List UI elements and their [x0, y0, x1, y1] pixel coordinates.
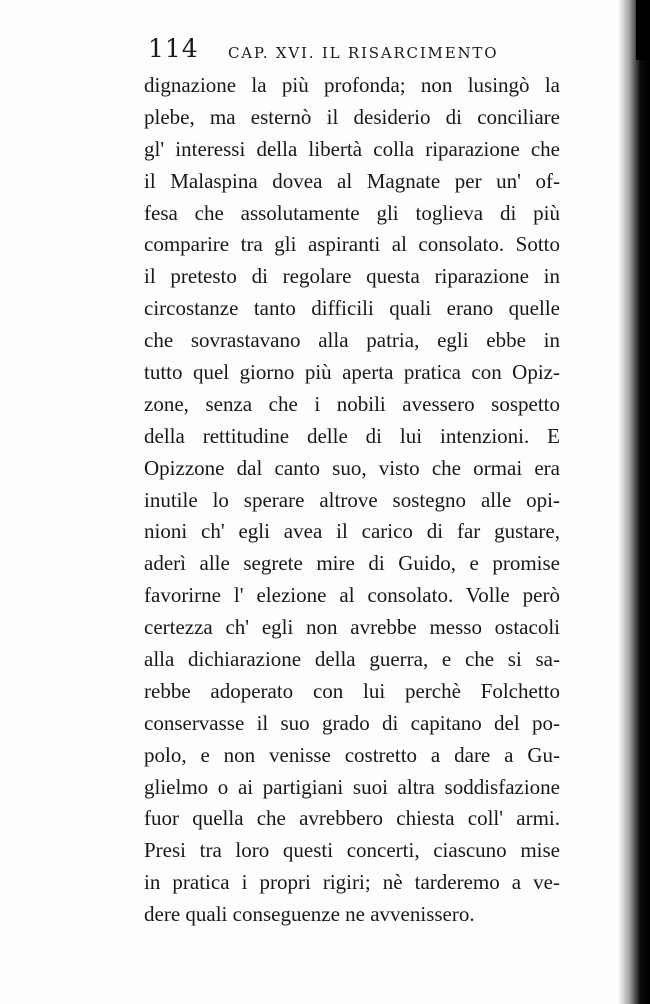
- text-line: alla dichiarazione della guerra, e che si sa-: [144, 647, 560, 672]
- text-line: tutto quel giorno più aperta pratica con Opiz-: [144, 360, 560, 385]
- text-line: gl' interessi della libertà colla riparazione che: [144, 136, 560, 161]
- text-line: plebe, ma esternò il desiderio di conciliare: [144, 104, 560, 129]
- text-line: rebbe adoperato con lui perchè Folchetto: [144, 678, 560, 703]
- text-line: zone, senza che i nobili avessero sospetto: [144, 391, 560, 416]
- text-line: il pretesto di regolare questa riparazione in: [144, 264, 560, 289]
- text-line: comparire tra gli aspiranti al consolato. Sotto: [144, 232, 560, 257]
- text-line: inutile lo sperare altrove sostegno alle opi-: [144, 487, 560, 512]
- text-line: conservasse il suo grado di capitano del po-: [144, 710, 560, 735]
- text-line: favorirne l' elezione al consolato. Volle però: [144, 583, 560, 608]
- page-edge-dark: [636, 0, 650, 60]
- text-line: fesa che assolutamente gli toglieva di più: [144, 200, 560, 225]
- text-line: della rettitudine delle di lui intenzioni. E: [144, 423, 560, 448]
- text-line: dignazione la più profonda; non lusingò la: [144, 73, 560, 97]
- text-line: certezza ch' egli non avrebbe messo ostacoli: [144, 615, 560, 640]
- page-number: 114: [148, 34, 199, 63]
- text-line: il Malaspina dovea al Magnate per un' of-: [144, 168, 560, 193]
- page-header: [148, 36, 568, 72]
- text-line: Presi tra loro questi concerti, ciascuno mise: [144, 838, 560, 863]
- running-head: CAP. XVI. IL RISARCIMENTO: [228, 44, 499, 62]
- text-line: glielmo o ai partigiani suoi altra soddisfazione: [144, 774, 560, 799]
- text-line: nioni ch' egli avea il carico di far gustare,: [144, 519, 560, 544]
- text-line: aderì alle segrete mire di Guido, e promise: [144, 551, 560, 576]
- text-line: fuor quella che avrebbero chiesta coll' armi.: [144, 806, 560, 831]
- text-line: in pratica i propri rigiri; nè tarderemo a ve-: [144, 870, 560, 895]
- body-text: [144, 70, 560, 931]
- text-line: che sovrastavano alla patria, egli ebbe in: [144, 328, 560, 353]
- text-line: dere quali conseguenze ne avvenissero.: [144, 902, 475, 927]
- text-line: Opizzone dal canto suo, visto che ormai era: [144, 455, 560, 480]
- text-line: circostanze tanto difficili quali erano quelle: [144, 296, 560, 321]
- text-line: polo, e non venisse costretto a dare a Gu-: [144, 742, 560, 767]
- page-edge-shadow: [618, 0, 650, 1004]
